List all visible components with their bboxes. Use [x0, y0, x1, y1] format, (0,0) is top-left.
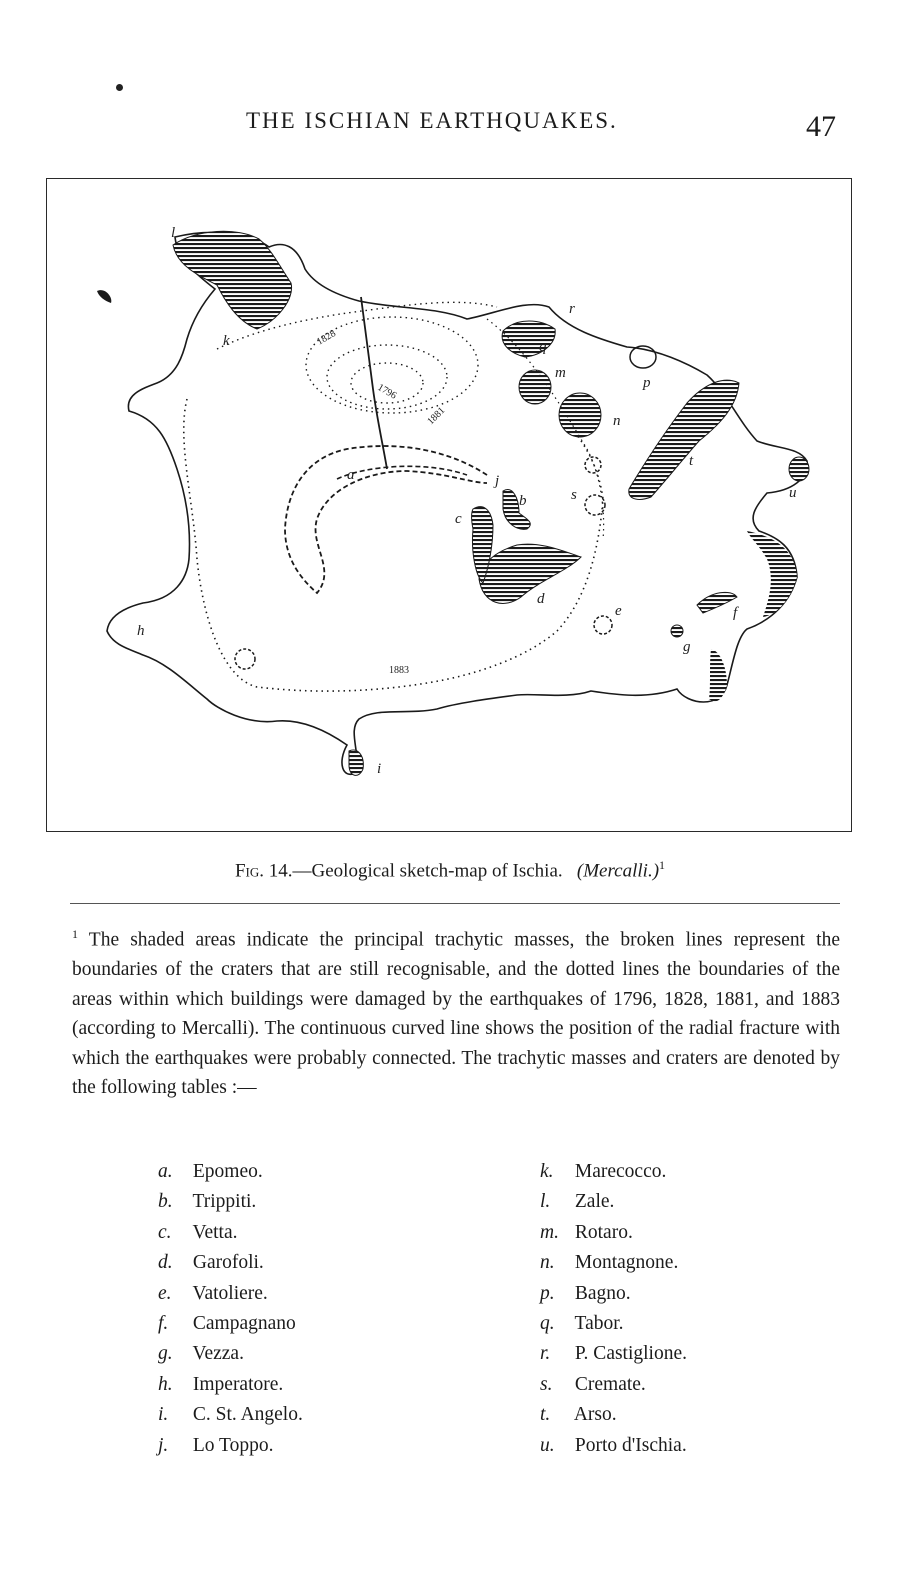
mass-g-vezza: [671, 625, 683, 637]
map-figure: [46, 178, 852, 832]
mass-u-porto: [789, 457, 809, 481]
legend-item: [540, 1279, 687, 1309]
footnote-mark: 1: [72, 927, 78, 941]
year-label-1796: 1796: [375, 382, 399, 402]
year-label-1881: 1881: [425, 405, 448, 428]
legend-name: Garofoli.: [192, 1252, 264, 1274]
year-label-1828: 1828: [315, 328, 338, 348]
map-label-k: k: [223, 333, 230, 349]
legend-name: Vetta.: [192, 1221, 238, 1243]
map-label-h: h: [137, 623, 145, 639]
legend-name: Bagno.: [574, 1282, 631, 1304]
mass-f-campagnano: [697, 592, 737, 613]
legend-name: Cremate.: [574, 1373, 646, 1395]
legend-key: p.: [540, 1282, 555, 1304]
coast-shading-right: [747, 531, 797, 617]
legend-name: Campagnano: [192, 1312, 296, 1334]
legend-key: l.: [540, 1191, 551, 1213]
legend-item: [158, 1279, 303, 1309]
mass-d-garofoli: [479, 544, 581, 603]
crater-s-cremate: [585, 495, 605, 515]
legend-key: c.: [158, 1221, 172, 1243]
figure-caption: [0, 858, 900, 882]
crater-north-of-s: [585, 457, 601, 473]
map-label-m: m: [555, 365, 566, 381]
legend-key: m.: [540, 1221, 559, 1243]
map-label-c: c: [455, 511, 462, 527]
map-label-l: l: [171, 225, 176, 241]
legend-name: Tabor.: [574, 1312, 624, 1334]
map-label-f: f: [733, 605, 738, 621]
legend-item: [540, 1400, 687, 1430]
map-label-t: t: [689, 453, 694, 469]
mass-t-arso: [629, 380, 739, 499]
footnote: [72, 920, 840, 1103]
mass-q-tabor: [502, 321, 555, 357]
legend-key: t.: [540, 1404, 551, 1426]
legend-list-left: [158, 1157, 303, 1461]
legend-key: h.: [158, 1373, 173, 1395]
map-label-a: a: [347, 467, 355, 483]
crater-southwest: [235, 649, 255, 669]
legend-key: i.: [158, 1404, 169, 1426]
legend-key: j.: [158, 1434, 169, 1456]
legend-name: Zale.: [574, 1191, 615, 1213]
legend-name: P. Castiglione.: [574, 1343, 688, 1365]
map-label-n: n: [613, 413, 621, 429]
footnote-rule: [70, 903, 840, 904]
map-label-b: b: [519, 493, 527, 509]
mass-m-rotaro: [519, 370, 551, 404]
legend-name: Epomeo.: [192, 1161, 263, 1182]
mass-i-st-angelo: [349, 750, 363, 775]
legend-key: a.: [158, 1161, 173, 1182]
map-label-q: q: [539, 339, 547, 355]
legend-item: [158, 1187, 303, 1217]
legend-item: [158, 1339, 303, 1369]
legend-key: s.: [540, 1373, 553, 1395]
legend-item: [158, 1157, 303, 1187]
page-number: 47: [806, 110, 836, 143]
damage-area-1881: [327, 345, 447, 409]
legend-name: C. St. Angelo.: [192, 1404, 303, 1426]
legend-key: g.: [158, 1343, 173, 1365]
legend-key: n.: [540, 1252, 555, 1274]
legend-item: [158, 1218, 303, 1248]
map-label-i: i: [377, 761, 382, 777]
legend-key: d.: [158, 1252, 173, 1274]
legend-key: f.: [158, 1312, 169, 1334]
legend-name: Marecocco.: [574, 1161, 667, 1182]
legend-item: [158, 1370, 303, 1400]
legend-item: [540, 1370, 687, 1400]
legend-name: Rotaro.: [574, 1221, 633, 1243]
legend-list-right: [540, 1157, 687, 1461]
legend-item: [540, 1248, 687, 1278]
legend-item: [540, 1431, 687, 1461]
legend-name: Lo Toppo.: [192, 1434, 274, 1456]
legend-name: Arso.: [573, 1404, 617, 1426]
legend-item: [158, 1400, 303, 1430]
legend-item: [158, 1309, 303, 1339]
legend-item: [540, 1339, 687, 1369]
running-title: THE ISCHIAN EARTHQUAKES.: [246, 108, 618, 133]
legend-item: [540, 1309, 687, 1339]
legend-key: b.: [158, 1191, 173, 1213]
legend-name: Imperatore.: [192, 1373, 284, 1395]
map-label-p: p: [643, 375, 651, 391]
map-label-u: u: [789, 485, 797, 501]
map-label-j: j: [495, 473, 500, 489]
coast-shading-southeast: [709, 649, 727, 701]
legend-item: [540, 1218, 687, 1248]
map-label-d: d: [537, 591, 545, 607]
legend-key: r.: [540, 1343, 551, 1365]
figure-label: Fig. 14.: [234, 860, 293, 882]
legend-name: Porto d'Ischia.: [574, 1434, 687, 1456]
legend-name: Montagnone.: [574, 1252, 679, 1274]
mass-n-montagnone: [559, 393, 601, 437]
map-label-g: g: [683, 639, 691, 655]
legend-key: k.: [540, 1161, 554, 1182]
ischia-sketch-map: [47, 179, 853, 833]
figure-caption-text: —Geological sketch-map of Ischia.: [292, 860, 563, 882]
map-label-r: r: [569, 301, 575, 317]
footnote-text: The shaded areas indicate the principal trachytic masses, the broken lines represent the boundaries of the craters that are still recognisable, and the dotted lines the boundaries of the areas within which buildings were damaged by the earthquakes of 1796, 1828, 1881, and 1883 (according to Mercalli). The continuous curved line shows the position of the radial fracture with which the earthquakes were probably connected. The trachytic masses and craters are denoted by the following tables :—: [72, 929, 840, 1098]
figure-author: (Mercalli.): [576, 860, 660, 882]
legend-item: [540, 1187, 687, 1217]
year-label-1883: 1883: [389, 665, 409, 676]
island-coastline: [107, 232, 807, 774]
map-label-s: s: [571, 487, 577, 503]
crater-rim-inner: [337, 466, 467, 479]
map-label-e: e: [615, 603, 622, 619]
legend-key: q.: [540, 1312, 555, 1334]
legend-key: e.: [158, 1282, 172, 1304]
legend-name: Vezza.: [192, 1343, 244, 1365]
small-islet-left: [97, 290, 111, 303]
caption-note-mark: 1: [659, 858, 666, 872]
crater-e-vatoliere: [594, 616, 612, 634]
legend-item: [158, 1431, 303, 1461]
legend-item: [540, 1157, 687, 1187]
legend-name: Vatoliere.: [192, 1282, 268, 1304]
legend-key: u.: [540, 1434, 555, 1456]
stray-dot-mark: [116, 84, 123, 91]
legend-name: Trippiti.: [192, 1191, 257, 1213]
legend-item: [158, 1248, 303, 1278]
